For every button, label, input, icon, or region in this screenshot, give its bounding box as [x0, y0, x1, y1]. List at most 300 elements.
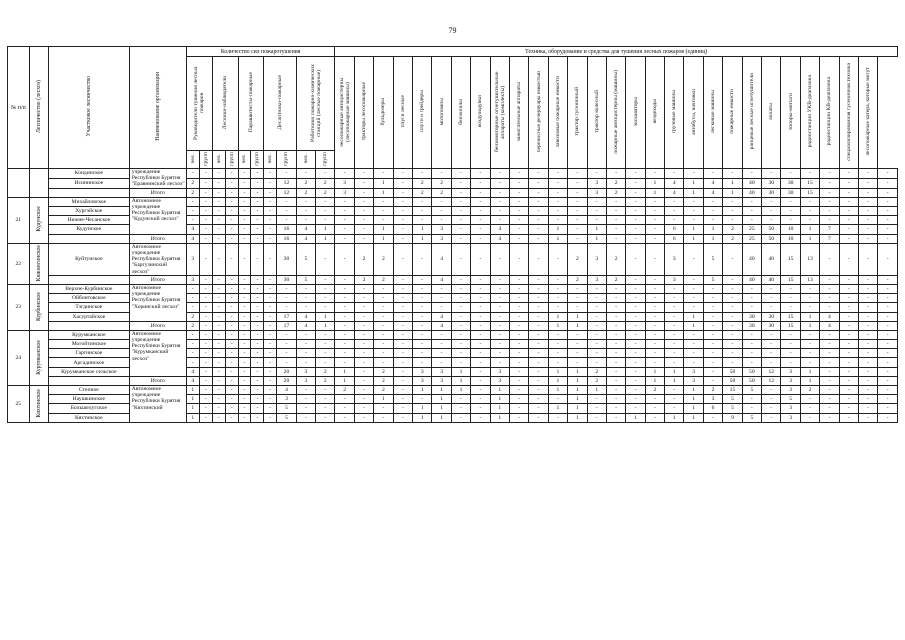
value-cell: - — [432, 197, 451, 206]
value-cell: - — [316, 284, 335, 293]
value-cell: 1 — [490, 386, 509, 395]
value-cell: - — [451, 312, 470, 321]
value-cell: - — [490, 169, 509, 179]
header-tech-2-text: бульдозеры — [380, 97, 387, 126]
value-cell: - — [665, 216, 684, 225]
value-cell: - — [626, 395, 645, 404]
value-cell: - — [859, 206, 878, 215]
table-row — [8, 386, 898, 395]
value-cell: - — [703, 294, 722, 303]
value-cell: 1 — [684, 178, 703, 188]
row-name: Большелугское — [48, 404, 129, 413]
value-cell: 3 — [781, 367, 800, 376]
value-cell: - — [703, 216, 722, 225]
header-tech-27-text: лесопожарные катера, которые могут — [865, 67, 872, 156]
value-cell: - — [606, 303, 625, 312]
value-cell: - — [684, 284, 703, 293]
value-cell: 3 — [781, 413, 800, 422]
value-cell: - — [251, 395, 264, 404]
value-cell: - — [296, 284, 315, 293]
value-cell: 1 — [568, 413, 587, 422]
total-value-cell: 30 — [762, 188, 781, 197]
value-cell: - — [393, 303, 412, 312]
total-value-cell: - — [225, 275, 238, 284]
total-value-cell: - — [471, 321, 490, 330]
value-cell: - — [212, 312, 225, 321]
total-value-cell: - — [645, 321, 664, 330]
total-value-cell: - — [529, 321, 548, 330]
total-value-cell: 40 — [742, 275, 761, 284]
value-cell: - — [878, 349, 898, 358]
value-cell: - — [645, 197, 664, 206]
value-cell: - — [413, 312, 432, 321]
value-cell: 5 — [781, 395, 800, 404]
total-value-cell: - — [626, 376, 645, 385]
value-cell: - — [199, 330, 212, 339]
value-cell: - — [665, 294, 684, 303]
value-cell: - — [665, 340, 684, 349]
value-cell: - — [471, 303, 490, 312]
header-tech-22-text: лопаты — [768, 102, 775, 121]
value-cell: - — [684, 206, 703, 215]
value-cell: 2 — [186, 312, 199, 321]
value-cell: - — [316, 358, 335, 367]
total-value-cell: - — [251, 275, 264, 284]
header-lesnichestvo-text: Лесничество (лесхоз) — [35, 79, 42, 133]
value-cell: - — [199, 367, 212, 376]
total-value-cell: 15 — [781, 275, 800, 284]
total-value-cell: - — [335, 275, 354, 284]
value-cell: - — [451, 197, 470, 206]
header-org — [129, 47, 186, 169]
value-cell: - — [626, 303, 645, 312]
total-value-cell: 12 — [762, 376, 781, 385]
value-cell: - — [859, 216, 878, 225]
value-cell: 6 — [703, 404, 722, 413]
value-cell: - — [606, 386, 625, 395]
value-cell: - — [251, 294, 264, 303]
value-cell: 1 — [413, 386, 432, 395]
total-value-cell: 1 — [800, 234, 819, 243]
value-cell: - — [723, 216, 742, 225]
value-cell: - — [762, 404, 781, 413]
row-name: Курумканское сельское — [48, 367, 129, 376]
value-cell: 2 — [186, 178, 199, 188]
value-cell: - — [264, 358, 277, 367]
value-cell: - — [626, 340, 645, 349]
header-tech-5 — [432, 57, 451, 169]
value-cell: - — [820, 413, 839, 422]
header-tech-6-text: бензопилы — [457, 98, 464, 125]
total-value-cell: - — [626, 275, 645, 284]
value-cell: 1 — [316, 312, 335, 321]
header-unit-grupp-text: групп — [202, 151, 209, 166]
value-cell: - — [264, 312, 277, 321]
value-cell: - — [568, 206, 587, 215]
value-cell: - — [684, 330, 703, 339]
value-cell: - — [800, 413, 819, 422]
value-cell: - — [186, 330, 199, 339]
total-value-cell: - — [471, 234, 490, 243]
value-cell: - — [199, 294, 212, 303]
value-cell: - — [820, 303, 839, 312]
value-cell: 4 — [665, 178, 684, 188]
value-cell: - — [374, 349, 393, 358]
value-cell: - — [335, 312, 354, 321]
value-cell: - — [800, 169, 819, 179]
total-value-cell: 3 — [587, 275, 606, 284]
value-cell: - — [413, 284, 432, 293]
header-force-0-text: Руководители тушения лесных пожаров — [193, 65, 206, 140]
value-cell: - — [432, 206, 451, 215]
header-force-1-text: Лесники-наблюдатели — [222, 75, 229, 130]
value-cell: - — [606, 340, 625, 349]
value-cell: 1 — [665, 367, 684, 376]
total-value-cell: - — [393, 321, 412, 330]
total-value-cell: 3 — [684, 376, 703, 385]
total-value-cell: - — [509, 234, 528, 243]
value-cell: - — [762, 349, 781, 358]
header-force-1 — [212, 57, 238, 151]
value-cell: - — [277, 349, 296, 358]
section-num — [8, 169, 30, 198]
value-cell: 4 — [277, 386, 296, 395]
value-cell: - — [393, 169, 412, 179]
value-cell: - — [296, 358, 315, 367]
header-force-3 — [264, 57, 296, 151]
value-cell: - — [839, 340, 858, 349]
total-value-cell: - — [839, 188, 858, 197]
value-cell: 1 — [432, 404, 451, 413]
total-value-cell: 3 — [490, 376, 509, 385]
value-cell: 1 — [645, 178, 664, 188]
value-cell: - — [529, 197, 548, 206]
value-cell: - — [296, 206, 315, 215]
value-cell: - — [762, 294, 781, 303]
value-cell: - — [277, 216, 296, 225]
total-value-cell: 30 — [277, 275, 296, 284]
value-cell: - — [509, 340, 528, 349]
total-value-cell: - — [354, 188, 373, 197]
value-cell: - — [296, 349, 315, 358]
value-cell: - — [354, 284, 373, 293]
value-cell: 20 — [277, 367, 296, 376]
value-cell: - — [587, 197, 606, 206]
section-num: 22 — [8, 243, 30, 284]
value-cell: - — [199, 312, 212, 321]
value-cell: - — [238, 206, 251, 215]
value-cell: - — [820, 349, 839, 358]
total-label: Итого — [129, 321, 186, 330]
value-cell: 1 — [568, 367, 587, 376]
table-row-total — [8, 376, 898, 385]
value-cell: - — [878, 330, 898, 339]
value-cell: 3 — [587, 178, 606, 188]
header-unit-grupp — [277, 151, 296, 169]
total-value-cell: 1 — [451, 376, 470, 385]
value-cell: - — [335, 216, 354, 225]
value-cell: - — [529, 312, 548, 321]
value-cell: 40 — [762, 243, 781, 275]
table-row-total — [8, 188, 898, 197]
header-unit-grupp — [316, 151, 335, 169]
total-value-cell: 4 — [490, 234, 509, 243]
value-cell: - — [490, 294, 509, 303]
value-cell: 1 — [490, 395, 509, 404]
value-cell: - — [645, 243, 664, 275]
value-cell: 1 — [684, 413, 703, 422]
value-cell: - — [471, 178, 490, 188]
total-value-cell: 4 — [186, 234, 199, 243]
value-cell: - — [509, 178, 528, 188]
total-value-cell: - — [839, 376, 858, 385]
value-cell: 1 — [723, 178, 742, 188]
value-cell: - — [859, 294, 878, 303]
spacer-cell — [48, 275, 129, 284]
value-cell: - — [839, 303, 858, 312]
value-cell: - — [665, 169, 684, 179]
total-value-cell: 3 — [587, 188, 606, 197]
value-cell: - — [800, 358, 819, 367]
header-num: № п/п — [8, 47, 30, 169]
header-tech-24-text: радиостанции УКВ-диапазона — [807, 75, 814, 148]
value-cell: 3 — [296, 367, 315, 376]
value-cell: - — [264, 225, 277, 234]
value-cell: 4 — [186, 367, 199, 376]
value-cell: - — [212, 206, 225, 215]
value-cell: - — [665, 330, 684, 339]
value-cell: - — [703, 367, 722, 376]
value-cell: - — [645, 284, 664, 293]
total-value-cell: - — [225, 188, 238, 197]
value-cell: - — [432, 284, 451, 293]
value-cell: - — [413, 395, 432, 404]
value-cell: - — [354, 169, 373, 179]
value-cell: 50 — [742, 367, 761, 376]
total-value-cell: - — [199, 234, 212, 243]
value-cell: - — [316, 294, 335, 303]
value-cell: - — [587, 294, 606, 303]
value-cell: - — [684, 303, 703, 312]
value-cell: - — [393, 294, 412, 303]
total-value-cell: 2 — [316, 376, 335, 385]
value-cell: - — [820, 294, 839, 303]
value-cell: - — [490, 178, 509, 188]
value-cell: 1 — [568, 404, 587, 413]
total-value-cell: - — [451, 321, 470, 330]
value-cell: - — [762, 216, 781, 225]
row-name: Кудунское — [48, 225, 129, 234]
value-cell: 5 — [277, 413, 296, 422]
value-cell: - — [212, 197, 225, 206]
value-cell: - — [645, 225, 664, 234]
value-cell: - — [548, 178, 567, 188]
value-cell: - — [225, 349, 238, 358]
value-cell: - — [264, 367, 277, 376]
value-cell: - — [264, 178, 277, 188]
total-value-cell: - — [587, 321, 606, 330]
value-cell: - — [529, 349, 548, 358]
total-value-cell: 2 — [374, 275, 393, 284]
header-tech-13 — [587, 57, 606, 169]
header-tech-2 — [374, 57, 393, 169]
value-cell: 30 — [762, 178, 781, 188]
value-cell: - — [781, 284, 800, 293]
page-number: 79 — [448, 26, 457, 35]
value-cell: - — [820, 178, 839, 188]
value-cell: - — [878, 303, 898, 312]
total-value-cell: - — [238, 321, 251, 330]
value-cell: - — [374, 404, 393, 413]
value-cell: - — [606, 349, 625, 358]
value-cell: - — [251, 358, 264, 367]
value-cell: 1 — [548, 225, 567, 234]
value-cell: 1 — [186, 413, 199, 422]
value-cell: - — [509, 197, 528, 206]
value-cell: 2 — [374, 243, 393, 275]
value-cell: - — [277, 330, 296, 339]
value-cell: - — [859, 243, 878, 275]
value-cell: 1 — [665, 413, 684, 422]
value-cell: - — [703, 349, 722, 358]
spacer-cell — [48, 376, 129, 385]
value-cell: - — [199, 413, 212, 422]
value-cell: - — [703, 303, 722, 312]
header-unit-grupp-text: групп — [228, 151, 235, 166]
value-cell: - — [762, 197, 781, 206]
value-cell: - — [529, 284, 548, 293]
total-value-cell: - — [878, 376, 898, 385]
total-value-cell: 2 — [606, 275, 625, 284]
total-value-cell: - — [393, 376, 412, 385]
value-cell: - — [878, 340, 898, 349]
value-cell: - — [374, 330, 393, 339]
value-cell: - — [509, 358, 528, 367]
total-value-cell: - — [859, 275, 878, 284]
value-cell: - — [186, 340, 199, 349]
value-cell: - — [800, 284, 819, 293]
header-tech-18-text: автобусы, вахтовки — [690, 88, 697, 135]
value-cell: - — [264, 349, 277, 358]
value-cell: - — [335, 349, 354, 358]
value-cell: - — [684, 197, 703, 206]
total-label: Итого — [129, 188, 186, 197]
value-cell: - — [335, 243, 354, 275]
value-cell: - — [354, 206, 373, 215]
header-tech-8-text: бензомоторные огнетушительные аппараты (комплекты) — [493, 71, 506, 152]
total-value-cell: - — [548, 188, 567, 197]
section-org: учреждение Республики Бурятия "Еравнинский лесхоз" — [129, 169, 186, 189]
value-cell: - — [665, 349, 684, 358]
value-cell: - — [859, 169, 878, 179]
value-cell: - — [529, 216, 548, 225]
value-cell: - — [762, 303, 781, 312]
value-cell: - — [606, 367, 625, 376]
value-cell: - — [742, 358, 761, 367]
row-name: Аргадинское — [48, 358, 129, 367]
value-cell: - — [251, 340, 264, 349]
total-value-cell: - — [509, 376, 528, 385]
value-cell: - — [665, 303, 684, 312]
value-cell: - — [626, 206, 645, 215]
value-cell: - — [251, 303, 264, 312]
value-cell: - — [742, 169, 761, 179]
total-value-cell: - — [820, 275, 839, 284]
value-cell: - — [626, 169, 645, 179]
value-cell: - — [626, 330, 645, 339]
value-cell: 1 — [548, 312, 567, 321]
total-value-cell: - — [878, 188, 898, 197]
value-cell: - — [781, 330, 800, 339]
value-cell: - — [665, 284, 684, 293]
value-cell: - — [212, 303, 225, 312]
value-cell: - — [296, 197, 315, 206]
value-cell: - — [335, 206, 354, 215]
value-cell: 1 — [568, 386, 587, 395]
value-cell: 1 — [490, 404, 509, 413]
value-cell: - — [186, 206, 199, 215]
header-unit-grupp — [199, 151, 212, 169]
value-cell: - — [723, 284, 742, 293]
value-cell: 1 — [186, 395, 199, 404]
header-force-3-text: Десантники-пожарные — [277, 75, 284, 130]
value-cell: - — [820, 386, 839, 395]
value-cell: - — [606, 169, 625, 179]
table-row-total — [8, 234, 898, 243]
value-cell: - — [684, 243, 703, 275]
value-cell: - — [335, 340, 354, 349]
header-unit-chel-text: чел. — [267, 153, 274, 164]
header-tech-3 — [393, 57, 412, 169]
value-cell: 4 — [186, 225, 199, 234]
total-value-cell: - — [490, 321, 509, 330]
value-cell: - — [703, 413, 722, 422]
value-cell: - — [665, 358, 684, 367]
value-cell: 3 — [781, 404, 800, 413]
value-cell: - — [212, 404, 225, 413]
header-force-4-text: Работники пожарно-химических станций (лесные пожарные) — [309, 63, 322, 142]
header-tech-11 — [548, 57, 567, 169]
value-cell: - — [212, 358, 225, 367]
header-tech-6 — [451, 57, 470, 169]
value-cell: - — [606, 404, 625, 413]
value-cell: - — [703, 169, 722, 179]
value-cell: - — [878, 294, 898, 303]
value-cell: 3 — [587, 243, 606, 275]
value-cell: 1 — [374, 225, 393, 234]
value-cell: - — [490, 303, 509, 312]
header-unit-chel-text: чел. — [215, 153, 222, 164]
value-cell: - — [335, 225, 354, 234]
value-cell: - — [509, 349, 528, 358]
value-cell: - — [587, 395, 606, 404]
value-cell: - — [264, 395, 277, 404]
value-cell: - — [820, 284, 839, 293]
value-cell: 1 — [800, 312, 819, 321]
header-tech-0-text: лесопожарные автоцистерны (лесопожарные машины) — [338, 76, 351, 147]
value-cell: - — [587, 206, 606, 215]
value-cell: - — [451, 330, 470, 339]
value-cell: - — [393, 243, 412, 275]
row-name: Гаргинское — [48, 349, 129, 358]
table-row-total — [8, 321, 898, 330]
header-tech-25-text: радиостанции КВ-диапазона — [826, 77, 833, 146]
value-cell: - — [568, 197, 587, 206]
value-cell: - — [723, 197, 742, 206]
section-org: Автономное учреждение Республики Бурятия "Курумканский лесхоз" — [129, 330, 186, 376]
value-cell: - — [587, 284, 606, 293]
value-cell: - — [684, 169, 703, 179]
